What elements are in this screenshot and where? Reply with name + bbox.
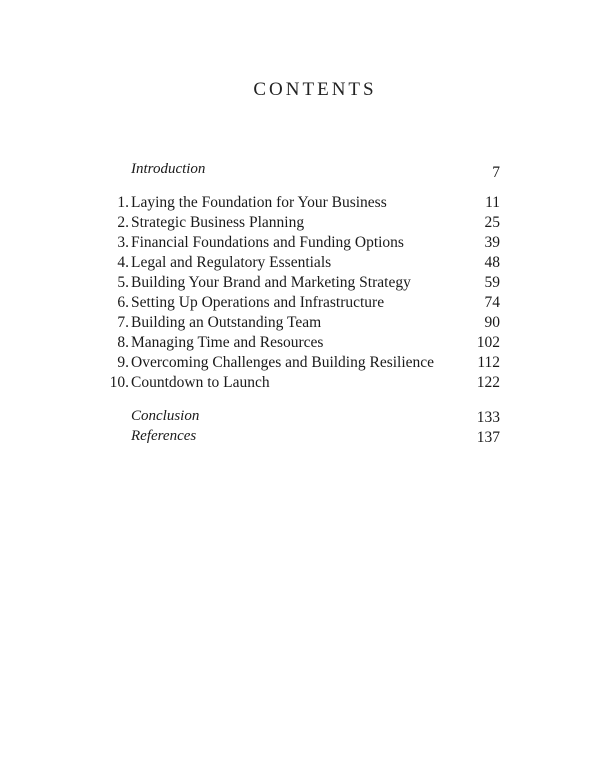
chapter-number: 3. <box>117 234 129 251</box>
toc-entry-chapter-9[interactable] <box>100 353 502 373</box>
chapter-title: Overcoming Challenges and Building Resilience <box>131 354 435 371</box>
toc-entry-chapter-8[interactable] <box>100 333 502 353</box>
chapter-number: 5. <box>117 274 129 291</box>
chapter-page: 90 <box>484 314 500 331</box>
toc-entry-title: Conclusion <box>131 408 200 424</box>
toc-entry-references[interactable] <box>100 426 502 446</box>
toc-entry-chapter-10[interactable] <box>100 373 502 393</box>
chapter-number: 7. <box>117 314 129 331</box>
toc-entry-chapter-7[interactable] <box>100 313 502 333</box>
chapter-page: 112 <box>477 354 500 371</box>
chapter-number: 6. <box>117 294 129 311</box>
toc-entry-chapter-1[interactable] <box>100 193 502 213</box>
chapter-page: 25 <box>484 214 500 231</box>
chapter-title: Building an Outstanding Team <box>131 314 322 331</box>
chapter-number: 1. <box>117 194 129 211</box>
toc-entry-chapter-5[interactable] <box>100 273 502 293</box>
chapter-title: Building Your Brand and Marketing Strategy <box>131 274 411 291</box>
chapter-page: 11 <box>485 194 500 211</box>
chapter-page: 48 <box>484 254 500 271</box>
chapter-number: 8. <box>117 334 129 351</box>
toc-entry-chapter-6[interactable] <box>100 293 502 313</box>
toc-entry-page: 7 <box>492 164 500 181</box>
toc-entry-introduction[interactable] <box>100 159 502 179</box>
toc-entry-chapter-4[interactable] <box>100 253 502 273</box>
chapter-page: 74 <box>484 294 500 311</box>
chapter-title: Laying the Foundation for Your Business <box>131 194 387 211</box>
chapter-number: 4. <box>117 254 129 271</box>
chapter-page: 59 <box>484 274 500 291</box>
toc-entry-title: References <box>131 428 197 444</box>
toc-entry-page: 133 <box>476 409 500 426</box>
chapter-title: Managing Time and Resources <box>131 334 324 351</box>
page-title: CONTENTS <box>253 79 377 100</box>
chapter-number: 9. <box>117 354 129 371</box>
chapter-page: 122 <box>476 374 500 391</box>
chapter-page: 39 <box>484 234 500 251</box>
chapter-title: Countdown to Launch <box>131 374 270 391</box>
toc-entry-chapter-2[interactable] <box>100 213 502 233</box>
toc-entry-title: Introduction <box>131 161 206 177</box>
toc-entry-conclusion[interactable] <box>100 406 502 426</box>
chapter-number: 2. <box>117 214 129 231</box>
chapter-title: Financial Foundations and Funding Options <box>131 234 404 251</box>
chapter-page: 102 <box>476 334 500 351</box>
chapter-number: 10. <box>109 374 129 391</box>
chapter-title: Legal and Regulatory Essentials <box>131 254 332 271</box>
chapter-title: Setting Up Operations and Infrastructure <box>131 294 385 311</box>
toc-entry-page: 137 <box>476 429 500 446</box>
toc-entry-chapter-3[interactable] <box>100 233 502 253</box>
chapter-title: Strategic Business Planning <box>131 214 305 231</box>
